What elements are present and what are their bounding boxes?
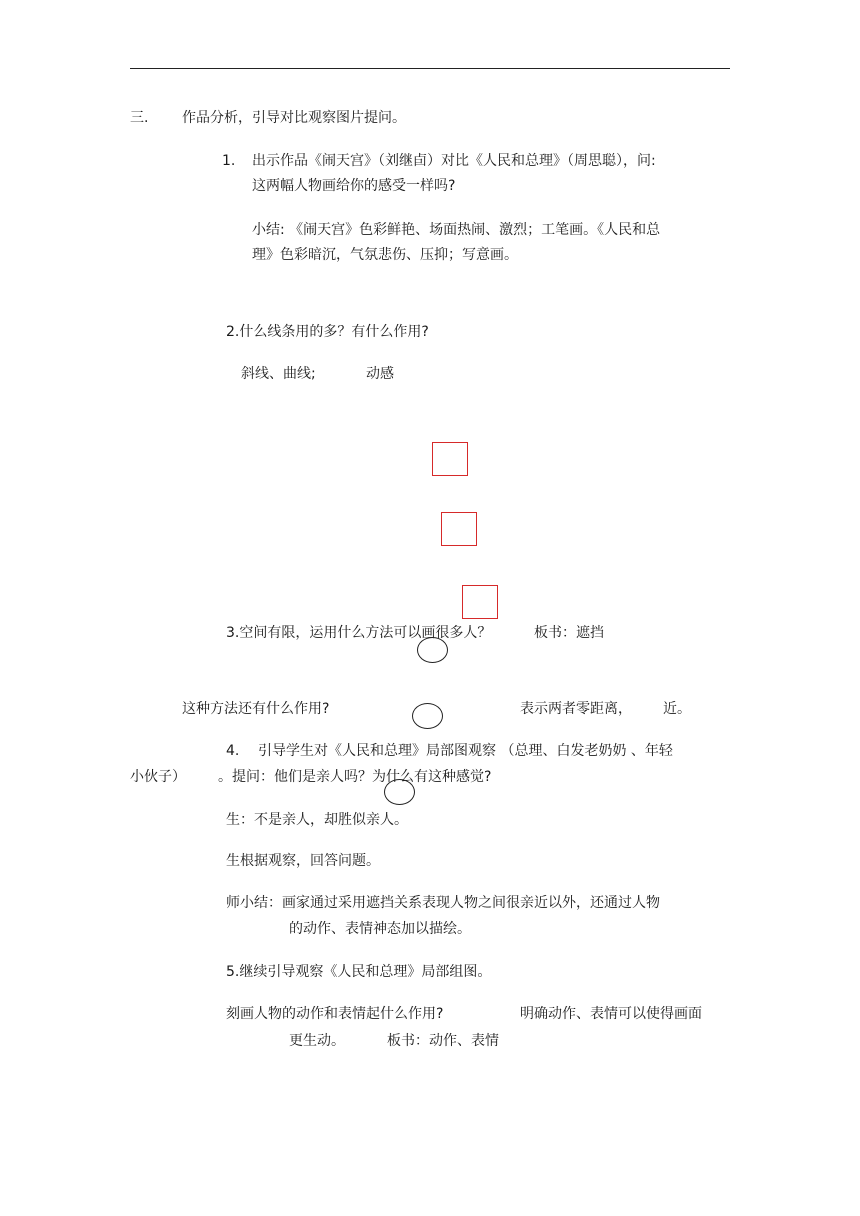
q4-student-observe: 生根据观察，回答问题。: [226, 853, 380, 869]
q3-answer: 表示两者零距离，: [520, 701, 632, 717]
oval-shape-3: [384, 779, 415, 805]
q1-line1: 出示作品《闹天宫》（刘继卣）对比《人民和总理》（周思聪），问:: [252, 153, 656, 169]
q2-answer-effect: 动感: [366, 366, 394, 382]
q4-number: 4.: [226, 743, 240, 759]
q5-question: 5.继续引导观察《人民和总理》局部组图。: [226, 964, 492, 980]
q4-teacher-summary-line1: 师小结：画家通过采用遮挡关系表现人物之间很亲近以外，还通过人物: [226, 895, 660, 911]
q5-answer-line2: 更生动。: [289, 1033, 345, 1049]
q4-line2a: 小伙子）: [130, 769, 186, 785]
q4-line2b: 。提问：他们是亲人吗？为什么有这种感觉?: [218, 769, 492, 785]
header-rule: [130, 68, 730, 69]
oval-shape-2: [412, 703, 443, 729]
q3-board: 板书：遮挡: [534, 625, 604, 641]
q3-follow-question: 这种方法还有什么作用?: [182, 701, 330, 717]
q5-answer-line1: 明确动作、表情可以使得画面: [520, 1006, 702, 1022]
section-number: 三.: [130, 110, 149, 126]
section-title: 作品分析，引导对比观察图片提问。: [182, 110, 406, 126]
q1-summary-line2: 理》色彩暗沉，气氛悲伤、压抑；写意画。: [252, 247, 518, 263]
q1-summary-line1: 小结: 《闹天宫》色彩鲜艳、场面热闹、激烈；工笔画。《人民和总: [252, 222, 661, 238]
q1-number: 1.: [222, 153, 236, 169]
image-placeholder-1: [432, 442, 468, 476]
q3-question: 3.空间有限，运用什么方法可以画很多人？: [226, 625, 492, 641]
q4-student-answer: 生：不是亲人，却胜似亲人。: [226, 812, 408, 828]
q5-board: 板书：动作、表情: [387, 1033, 499, 1049]
image-placeholder-2: [441, 512, 477, 546]
image-placeholder-3: [462, 585, 498, 619]
q4-teacher-summary-line2: 的动作、表情神态加以描绘。: [289, 921, 471, 937]
q1-line2: 这两幅人物画给你的感受一样吗?: [252, 178, 456, 194]
q3-answer-near: 近。: [663, 701, 691, 717]
q2-answer-lines: 斜线、曲线;: [241, 366, 316, 382]
oval-shape-1: [417, 637, 448, 663]
q5-ask: 刻画人物的动作和表情起什么作用?: [226, 1006, 444, 1022]
q4-line1: 引导学生对《人民和总理》局部图观察 （总理、白发老奶奶 、年轻: [258, 743, 673, 759]
q2-question: 2.什么线条用的多？有什么作用?: [226, 324, 429, 340]
